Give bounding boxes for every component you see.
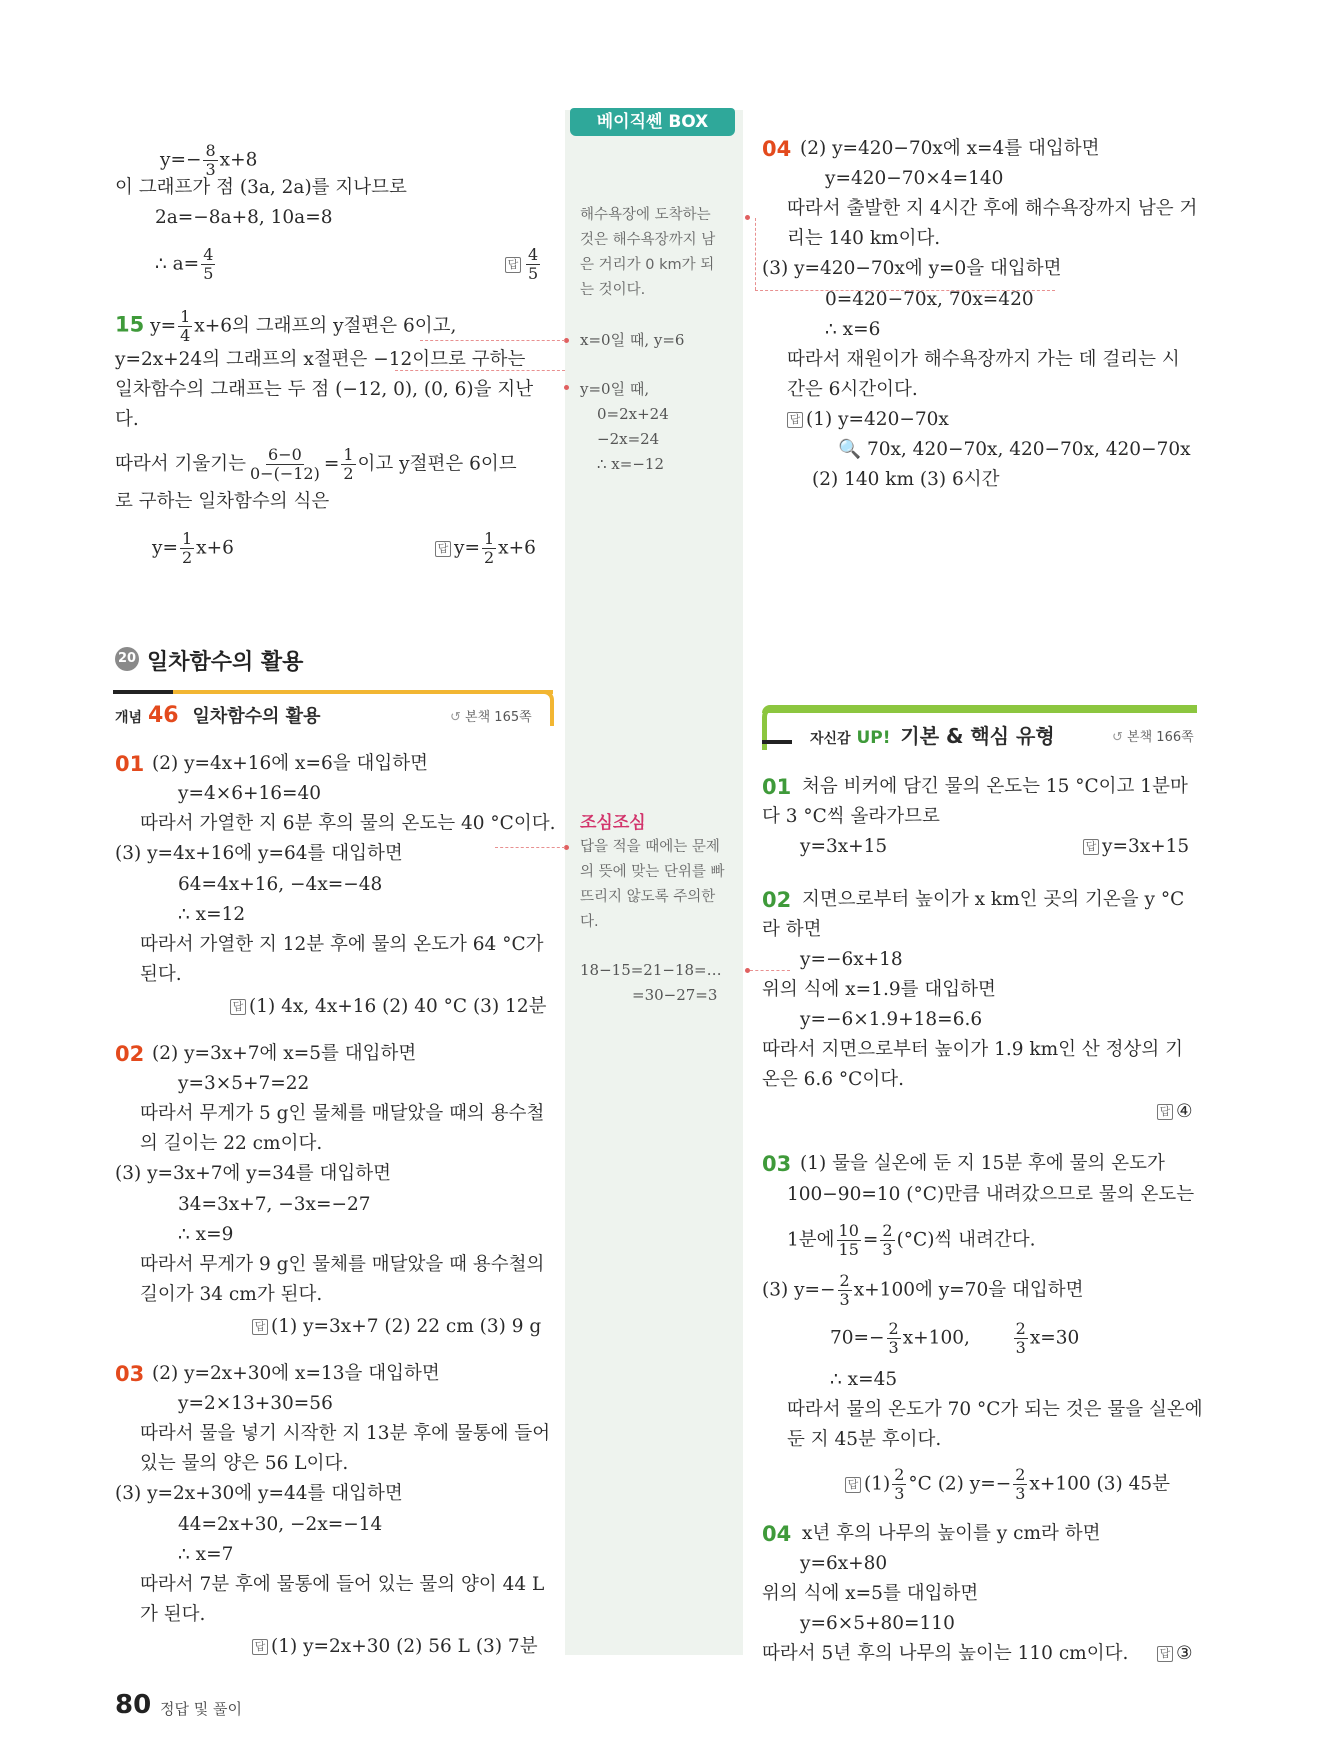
lt-line2: 이 그래프가 점 (3a, 2a)를 지나므로 [115,177,407,198]
rp01-l2: 다 3 °C씩 올라가므로 [762,806,940,827]
sidebar-calc3-l1: 18−15=21−18=… [580,961,722,979]
lp03-l9: 가 된다. [140,1604,206,1625]
answer-icon: 답 [505,257,521,273]
rt-l1: (2) y=420−70x에 x=4를 대입하면 [800,138,1100,159]
problem-number: 03 [762,1152,792,1176]
lp02-l8: 따라서 무게가 9 g인 물체를 매달았을 때 용수철의 [140,1254,545,1275]
lp03-l6: 44=2x+30, −2x=−14 [178,1514,383,1535]
caution-title: 조심조심 [580,813,646,833]
rp03-l6: ∴ x=45 [830,1369,898,1390]
rt-l10: 답 (1) y=420−70x [787,408,949,432]
lp01-answer: 답 (1) 4x, 4x+16 (2) 40 °C (3) 12분 [230,995,546,1019]
lp01-l1: (2) y=4x+16에 x=6을 대입하면 [152,753,428,774]
rp03-l4: (3) y=− $\frac{2}{3}$ x+100에 y=70을 대입하면 [762,1271,1084,1309]
concept-bar-corner [540,690,554,726]
answer-icon: 답 [1083,839,1099,855]
answer-icon: 답 [435,541,451,557]
rt-l11: 🔍 70x, 420−70x, 420−70x, 420−70x [838,439,1191,460]
sidebar-note1-l2: 것은 해수욕장까지 남 [580,232,716,248]
rp04-l2: y=6x+80 [800,1553,888,1574]
lp02-l5: (3) y=3x+7에 y=34를 대입하면 [115,1163,391,1184]
problem-number: 02 [115,1042,145,1066]
rp04-answer: 답 ③ [1157,1642,1193,1666]
connector-line [750,970,790,971]
sidebar-calc1: x=0일 때, y=6 [580,331,685,349]
problem-number: 03 [115,1362,145,1386]
lp02-l9: 길이가 34 cm가 된다. [140,1284,323,1305]
sidebar-calc2-l2: 0=2x+24 [597,405,669,423]
lt-line1: y=− $\frac{8}{3}$ x+8 [160,141,258,179]
lp01-l7: 따라서 가열한 지 12분 후에 물의 온도가 64 °C가 [140,934,544,955]
book-ref-icon: ↺ [450,710,461,725]
rt-l6: 0=420−70x, 70x=420 [825,289,1034,310]
p15-line7: y= $\frac{1}{2}$ x+6 [152,529,234,567]
lp03-l8: 따라서 7분 후에 물통에 들어 있는 물의 양이 44 L [140,1574,545,1595]
right-section-ref: ↺ 본책 166쪽 [1112,730,1194,745]
lp01-l6: ∴ x=12 [178,904,246,925]
problem-number: 01 [762,775,792,799]
answer-icon: 답 [845,1477,861,1493]
book-ref-icon: ↺ [1112,730,1123,745]
p15-line6: 로 구하는 일차함수의 식은 [115,491,330,512]
lp02-answer: 답 (1) y=3x+7 (2) 22 cm (3) 9 g [252,1315,541,1339]
lp03-l7: ∴ x=7 [178,1544,234,1565]
answer-icon: 답 [787,412,803,428]
rp03-l3: 1분에 $\frac{10}{15}$ = $\frac{2}{3}$ (°C)씩 내려간다. [787,1221,1036,1259]
rp03-answer: 답 (1) $\frac{2}{3}$ °C (2) y=− $\frac{2}{3}$ x+100 (3) 45분 [845,1466,1170,1503]
right-header-dark [762,740,792,744]
lp02-l1: (2) y=3x+7에 x=5를 대입하면 [152,1043,417,1064]
p15-line2: y=2x+24의 그래프의 x절편은 −12이므로 구하는 [115,349,526,370]
section-title: 일차함수의 활용 [147,650,304,675]
rt-l9: 간은 6시간이다. [787,379,918,400]
lp02-l6: 34=3x+7, −3x=−27 [178,1194,371,1215]
p15-line3: 일차함수의 그래프는 두 점 (−12, 0), (0, 6)을 지난 [115,379,534,400]
rp03-l5: 70=− $\frac{2}{3}$ x+100, $\frac{2}{3}$ x=30 [830,1319,1080,1357]
rp02-l7: 온은 6.6 °C이다. [762,1069,904,1090]
box-title-tab [570,108,735,136]
rp03-l8: 둔 지 45분 후이다. [787,1429,942,1450]
sidebar-note1-l1: 해수욕장에 도착하는 [580,207,711,223]
connector-line [755,218,756,290]
problem-number: 01 [115,752,145,776]
rp03-l2: 100−90=10 (°C)만큼 내려갔으므로 물의 온도는 [787,1184,1195,1205]
concept-ref: ↺ 본책 165쪽 [450,710,532,725]
rt-l4: 리는 140 km이다. [787,228,941,249]
problem-number: 15 [115,312,145,337]
lp02-l2: y=3×5+7=22 [178,1073,310,1094]
rp02-l1: 지면으로부터 높이가 x km인 곳의 기온을 y °C [802,889,1185,910]
sidebar-calc3-l2: =30−27=3 [632,986,718,1004]
p15-line4: 다. [115,409,139,430]
connector-line [495,847,565,848]
rt-l3: 따라서 출발한 지 4시간 후에 해수욕장까지 남은 거 [787,198,1198,219]
rp04-l5: 따라서 5년 후의 나무의 높이는 110 cm이다. [762,1643,1129,1664]
lp02-l3: 따라서 무게가 5 g인 물체를 매달았을 때의 용수철 [140,1103,545,1124]
rp03-l1: (1) 물을 실온에 둔 지 15분 후에 물의 온도가 [800,1153,1165,1174]
lp01-l3: 따라서 가열한 지 6분 후의 물의 온도는 40 °C이다. [140,813,556,834]
sidebar-note1-l3: 은 거리가 0 km가 되 [580,257,715,273]
rt-l2: y=420−70×4=140 [825,168,1004,189]
lt-line3: 2a=−8a+8, 10a=8 [155,207,333,228]
rp01-l1: 처음 비커에 담긴 물의 온도는 15 °C이고 1분마 [802,776,1188,797]
lp02-l7: ∴ x=9 [178,1224,234,1245]
answer-icon: 답 [252,1639,268,1655]
rp02-answer: 답 ④ [1157,1100,1193,1124]
rp01-answer: 답 y=3x+15 [1083,835,1189,859]
rp03-l7: 따라서 물의 온도가 70 °C가 되는 것은 물을 실온에 [787,1399,1203,1420]
lp01-l4: (3) y=4x+16에 y=64를 대입하면 [115,843,403,864]
connector-dot [745,215,750,220]
problem-number: 02 [762,888,792,912]
footer-label: 정답 및 풀이 [160,1700,242,1718]
rp02-l4: 위의 식에 x=1.9를 대입하면 [762,979,996,1000]
box-title: 베이직쎈 BOX [596,112,709,132]
concept-bar [113,690,553,694]
caution-l2: 의 뜻에 맞는 단위를 빠 [580,864,725,880]
problem-number: 04 [762,137,792,161]
lp02-l4: 의 길이는 22 cm이다. [140,1133,323,1154]
right-section-header: 자신감 UP! 기본 & 핵심 유형 [810,724,1055,748]
rp02-l5: y=−6×1.9+18=6.6 [800,1009,983,1030]
rp04-l1: x년 후의 나무의 높이를 y cm라 하면 [802,1523,1101,1544]
answer-icon: 답 [1157,1104,1173,1120]
page-number: 80 [115,1690,152,1720]
caution-l3: 뜨리지 않도록 주의한 [580,889,716,905]
lp03-l2: y=2×13+30=56 [178,1393,333,1414]
p15-line5: 따라서 기울기는 $\frac{6-0}{0-(-12)}$ = $\frac{1}{2}$ 이고 y절편은 6이므 [115,445,517,483]
lp03-l5: (3) y=2x+30에 y=44를 대입하면 [115,1483,403,1504]
lp03-l1: (2) y=2x+30에 x=13을 대입하면 [152,1363,440,1384]
rp02-l2: 라 하면 [762,919,822,940]
sidebar-calc2-l3: −2x=24 [597,430,660,448]
rt-l8: 따라서 재원이가 해수욕장까지 가는 데 걸리는 시 [787,349,1180,370]
rt-l5: (3) y=420−70x에 y=0을 대입하면 [762,258,1062,279]
sidebar-calc2-l1: y=0일 때, [580,380,650,398]
answer-icon: 답 [252,1319,268,1335]
caution-l4: 다. [580,914,599,930]
lp01-l8: 된다. [140,964,182,985]
answer-icon: 답 [230,999,246,1015]
rp01-l3: y=3x+15 [800,836,888,857]
rt-l12: (2) 140 km (3) 6시간 [812,469,1000,490]
rp04-l3: 위의 식에 x=5를 대입하면 [762,1583,979,1604]
lt-line4: ∴ a= $\frac{4}{5}$ [155,245,214,283]
lp03-l4: 있는 물의 양은 56 L이다. [140,1453,349,1474]
lp03-l3: 따라서 물을 넣기 시작한 지 13분 후에 물통에 들어 [140,1423,551,1444]
sidebar-calc2-l4: ∴ x=−12 [597,455,664,473]
magnifier-icon: 🔍 [838,439,862,460]
rp02-l6: 따라서 지면으로부터 높이가 1.9 km인 산 정상의 기 [762,1039,1184,1060]
concept-bar-dark [113,690,173,694]
p15-answer: 답 y= $\frac{1}{2}$ x+6 [435,530,536,567]
lp01-l2: y=4×6+16=40 [178,783,322,804]
p15-line1: 15 y= $\frac{1}{4}$ x+6의 그래프의 y절편은 6이고, [115,307,457,345]
answer-icon: 답 [1157,1646,1173,1662]
rp02-l3: y=−6x+18 [800,949,903,970]
lt-answer: 답 $\frac{4}{5}$ [505,246,542,283]
lp01-l5: 64=4x+16, −4x=−48 [178,874,383,895]
caution-l1: 답을 적을 때에는 문제 [580,839,720,855]
concept-header: 개념 46 일차함수의 활용 [115,703,321,728]
connector-dot [564,385,569,390]
lp03-answer: 답 (1) y=2x+30 (2) 56 L (3) 7분 [252,1635,538,1659]
problem-number: 04 [762,1522,792,1546]
rp04-l4: y=6×5+80=110 [800,1613,955,1634]
section-badge: 20 [115,647,139,671]
rt-l7: ∴ x=6 [825,319,881,340]
sidebar-note1-l4: 는 것이다. [580,282,646,298]
right-header-bar [762,705,1197,713]
